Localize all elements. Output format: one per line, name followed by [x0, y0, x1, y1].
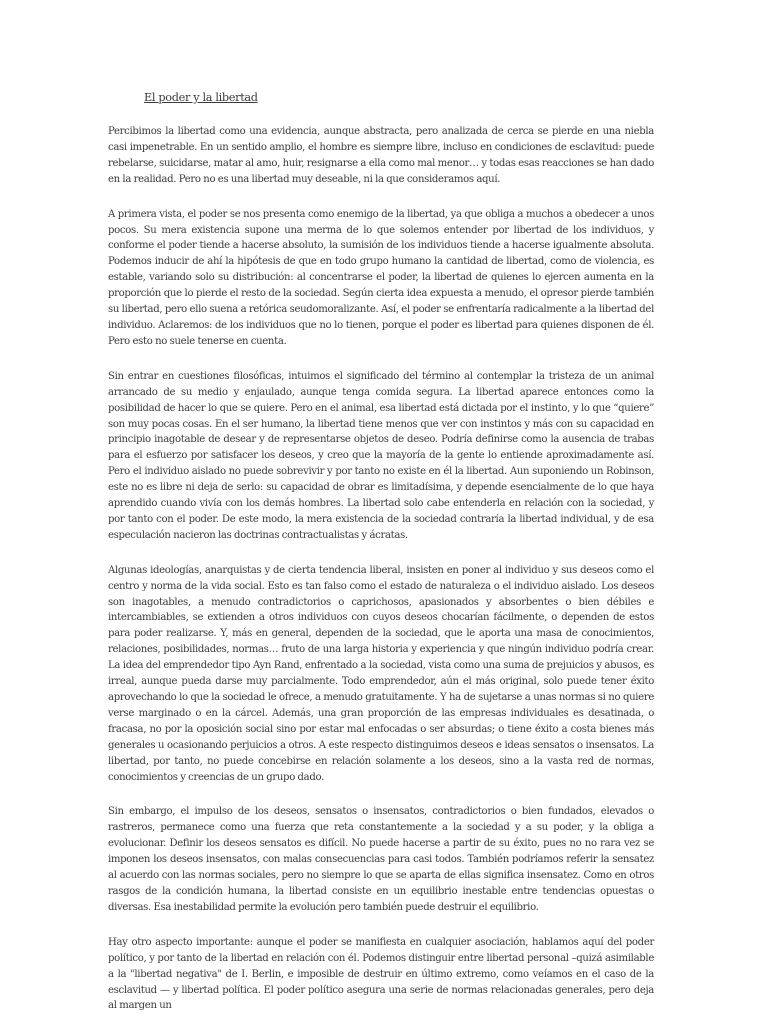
paragraph-6: Hay otro aspecto importante: aunque el poder se manifiesta en cualquier asociación, hablamos aquí del poder político, y por tanto de la libertad en relación con él. Podemos distinguir entre libertad personal –quizá asimilable a la "libertad negativa" de I. Berlin, e imposible de destruir en último extremo, como veíamos en el caso de la esclavitud — y libertad política. El poder político asegura una serie de normas relacionadas generales, pero deja al margen un — [108, 936, 654, 1012]
paragraph-1: Percibimos la libertad como una evidencia, aunque abstracta, pero analizada de cerca se pierde en una niebla casi impenetrable. En un sentido amplio, el hombre es siempre libre, incluso en condiciones de esclavitud: puede rebelarse, suicidarse, matar al amo, huir, resignarse a ella como mal menor… y todas esas reacciones se han dado en la realidad. Pero no es una libertad muy deseable, ni la que consideramos aquí. — [108, 126, 654, 185]
paragraph-5: Sin embargo, el impulso de los deseos, sensatos o insensatos, contradictorios o bien fundados, elevados o rastreros, permanece como una fuerza que reta constantemente a la sociedad y a su poder, y la obliga a evolucionar. Definir los deseos sensatos es difícil. No puede hacerse a partir de su éxito, pues no no rara vez se imponen los deseos insensatos, con malas consecuencias para casi todos. También podríamos referir la sensatez al acuerdo con las normas sociales, pero no siempre lo que se aparta de ellas significa insensatez. Como en otros rasgos de la condición humana, la libertad consiste en un equilibrio inestable entre tendencias opuestas o diversas. Esa inestabilidad permite la evolución pero también puede destruir el equilibrio. — [108, 806, 654, 913]
paragraph-2: A primera vista, el poder se nos presenta como enemigo de la libertad, ya que obliga a muchos a obedecer a unos pocos. Su mera existencia supone una merma de lo que solemos entender por libertad de los individuos, y conforme el poder tiende a hacerse absoluto, la sumisión de los individuos tiende a hacerse igualmente absoluta. Podemos inducir de ahí la hipótesis de que en todo grupo humano la cantidad de libertad, como de violencia, es estable, variando solo su distribución: al concentrarse el poder, la libertad de quienes lo ejercen aumenta en la proporción que lo pierde el resto de la sociedad. Según cierta idea expuesta a menudo, el opresor pierde también su libertad, pero ello suena a retórica seudomoralizante. Así, el poder se enfrentaría radicalmente a la libertad del individuo. Aclaremos: de los individuos que no lo tienen, porque el poder es libertad para quienes disponen de él. Pero esto no suele tenerse en cuenta. — [108, 208, 654, 347]
document-title: El poder y la libertad — [144, 91, 258, 104]
paragraph-3: Sin entrar en cuestiones filosóficas, intuimos el significado del término al contemplar la tristeza de un animal arrancado de su medio y enjaulado, aunque tenga comida segura. La libertad aparece entonces como la posibilidad de hacer lo que se quiere. Pero en el animal, esa libertad está dictada por el instinto, y lo que “quiere” son muy pocas cosas. En el ser humano, la libertad tiene menos que ver con instintos y más con su capacidad en principio inagotable de desear y de representarse objetos de deseo. Podría definirse como la ausencia de trabas para el esfuerzo por satisfacer los deseos, y creo que la mayoría de la gente lo entiende aproximadamente así. Pero el individuo aislado no puede sobrevivir y por tanto no existe en él la libertad. Aun suponiendo un Robinson, este no es libre ni deja de serlo: su capacidad de obrar es limitadísima, y depende esencialmente de lo que haya aprendido cuando vivía con los demás hombres. La libertad solo cabe entenderla en relación con la sociedad, y por tanto con el poder. De este modo, la mera existencia de la sociedad contraría la libertad individual, y de esa especulación nacieron las doctrinas contractualistas y ácratas. — [108, 370, 654, 541]
paragraph-4: Algunas ideologías, anarquistas y de cierta tendencia liberal, insisten en poner al individuo y sus deseos como el centro y norma de la vida social. Esto es tan falso como el estado de naturaleza o el individuo aislado. Los deseos son inagotables, a menudo contradictorios o caprichosos, apasionados y absorbentes o bien débiles e intercambiables, se extienden a otros individuos con cuyos deseos chocarían fácilmente, o dependen de estos para poder realizarse. Y, más en general, dependen de la sociedad, que le aporta una masa de conocimientos, relaciones, posibilidades, normas… fruto de una larga historia y experiencia y que ningún individuo podría crear. La idea del emprendedor tipo Ayn Rand, enfrentado a la sociedad, vista como una suma de prejuicios y abusos, es irreal, aunque pueda darse muy parcialmente. Todo emprendedor, aún el más original, solo puede tener éxito aprovechando lo que la sociedad le ofrece, a menudo gratuitamente. Y ha de sujetarse a unas normas si no quiere verse marginado o en la cárcel. Además, una gran proporción de las empresas individuales es desatinada, o fracasa, no por la oposición social sino por estar mal enfocadas o ser absurdas; o tiene éxito a costa bienes más generales u ocasionando perjuicios a otros. A este respecto distinguimos deseos e ideas sensatos o insensatos. La libertad, por tanto, no puede concebirse en relación solamente a los deseos, sino a la vasta red de normas, conocimientos y creencias de un grupo dado. — [108, 564, 654, 783]
document-page — [108, 90, 654, 1014]
